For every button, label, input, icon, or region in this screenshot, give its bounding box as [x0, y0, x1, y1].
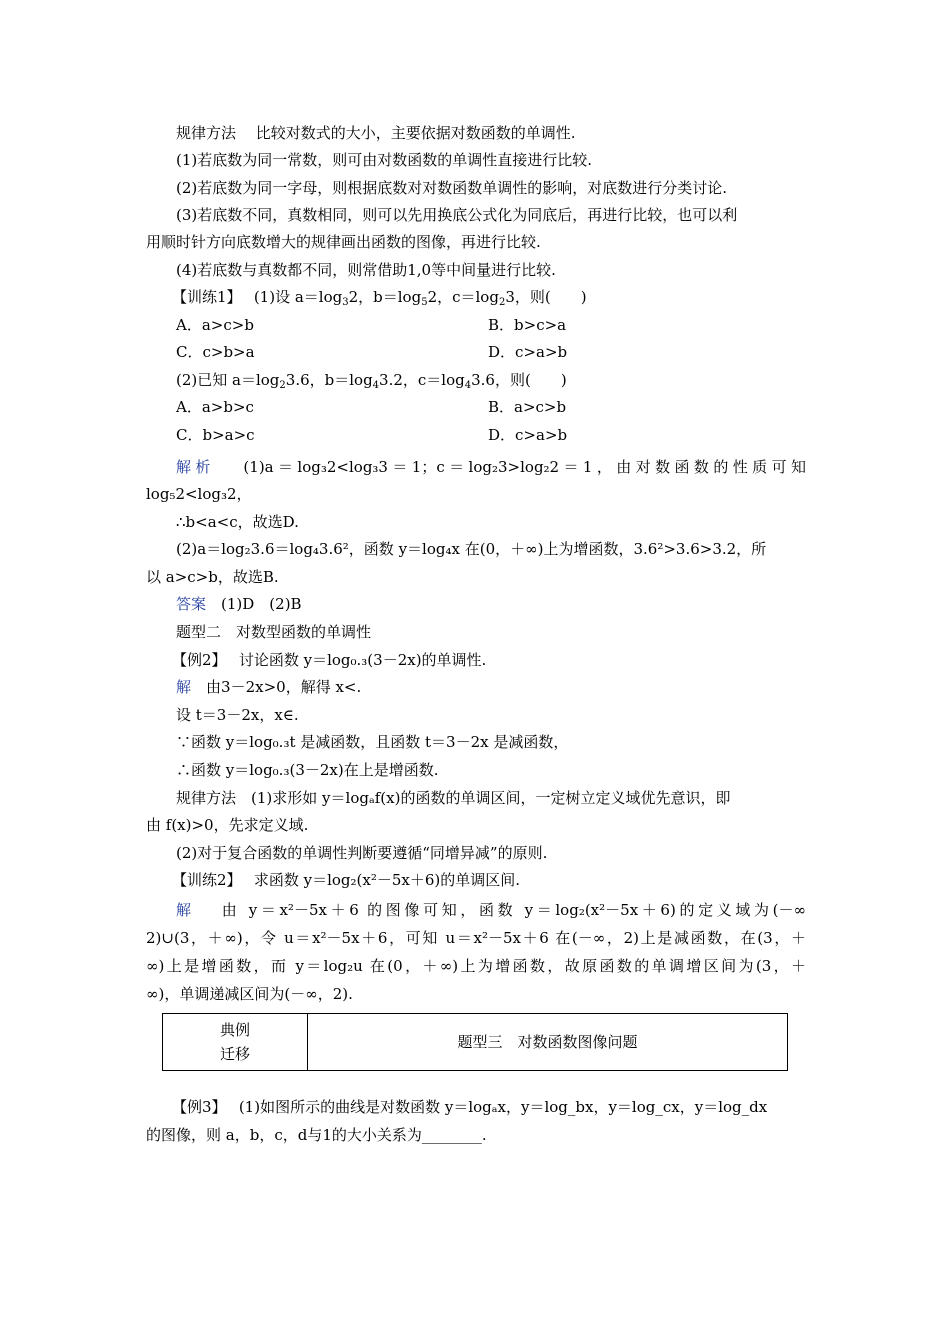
answer-label: 答案 [176, 595, 207, 613]
solution1-line5: 以 a>c>b，故选B. [146, 568, 279, 586]
training1-q2-options-row1 [176, 396, 836, 418]
box-left-cell: 典例 迁移 [163, 1014, 308, 1071]
log-base: 2 [279, 380, 286, 391]
option-b[interactable]: B．a>c>b [488, 398, 567, 416]
example3-line1: 【例3】 (1)如图所示的曲线是对数函数 y＝logₐx，y＝log_bx，y＝log_cx，y＝log_dx [172, 1098, 768, 1116]
type2-heading: 题型二 对数型函数的单调性 [176, 623, 372, 641]
example2-solution-line3: ∵函数 y＝log₀.₃t 是减函数，且函数 t＝3－2x 是减函数， [176, 733, 569, 751]
solution-label: 解 [176, 678, 192, 696]
training2-solution-line3: ∞)上是增函数，而 y＝log₂u 在(0，＋∞)上为增函数，故原函数的单调增区间为(3，＋ [146, 957, 806, 975]
training2-solution-line2: 2)∪(3，＋∞)，令 u＝x²－5x＋6，可知 u＝x²－5x＋6 在(－∞，2)上是减函数，在(3，＋ [146, 929, 806, 947]
log-base: 3 [342, 297, 349, 308]
option-c[interactable]: C．c>b>a [176, 343, 255, 361]
method2-line3: (2)对于复合函数的单调性判断要遵循“同增异减”的原则. [176, 844, 548, 862]
stem-text: 3.6，则( ) [471, 371, 567, 389]
method1-p2: (2)若底数为同一字母，则根据底数对对数函数单调性的影响，对底数进行分类讨论. [176, 179, 728, 197]
method1-p3-line1: (3)若底数不同，真数相同，则可以先用换底公式化为同底后，再进行比较，也可以利 [176, 206, 738, 224]
method1-p3-line2: 用顺时针方向底数增大的规律画出函数的图像，再进行比较. [146, 233, 541, 251]
solution-label: 解析 [176, 458, 215, 476]
solution1-line3: ∴b<a<c，故选D. [176, 513, 299, 531]
training1-q2: (2)已知 $a=\log_23.6$，$b=\log_43.2$，$c=\log_43.6$，则( ) [176, 371, 567, 391]
option-d[interactable]: D．c>a>b [488, 343, 568, 361]
method1-intro: 规律方法 比较对数式的大小，主要依据对数函数的单调性. [176, 124, 576, 142]
option-d[interactable]: D．c>a>b [488, 426, 568, 444]
method1-p1: (1)若底数为同一常数，则可由对数函数的单调性直接进行比较. [176, 151, 593, 169]
training2-solution-line1: 解 由 y＝x²－5x＋6 的图像可知，函数 y＝log₂(x²－5x＋6)的定义域为(－∞ [176, 901, 806, 919]
solution1-line2: log₅2<log₃2， [146, 485, 252, 503]
example2-solution-line2: 设 t＝3－2x，x∈. [176, 706, 299, 724]
option-a[interactable]: A．a>b>c [176, 398, 254, 416]
solution1-line1: 解析 (1)a＝log₃2<log₃3＝1；c＝log₂3>log₂2＝1，由对数函数的性质可知 [176, 458, 806, 476]
log-base: 4 [464, 380, 472, 391]
example3-label: 【例3】 [172, 1098, 220, 1116]
method-title: 规律方法 [176, 789, 237, 807]
example2-solution-line1: 解 由3－2x>0，解得 x<. [176, 678, 362, 696]
section-header-box [162, 1013, 788, 1071]
solution-label: 解 [176, 901, 195, 919]
stem-text: 2，b＝log [348, 288, 422, 306]
example2-label: 【例2】 [172, 651, 220, 669]
answer1: 答案 (1)D (2)B [176, 595, 302, 613]
stem-text: 设 a＝log [275, 288, 343, 306]
stem-text: 2，c＝log [427, 288, 499, 306]
training2: 【训练2】 求函数 y＝log₂(x²－5x＋6)的单调区间. [172, 871, 521, 889]
log-base: 4 [372, 380, 380, 391]
method1-p4: (4)若底数与真数都不同，则常借助1,0等中间量进行比较. [176, 261, 556, 279]
training1-q1-options-row2 [176, 341, 836, 363]
method-title: 规律方法 [176, 124, 237, 142]
log-base: 2 [498, 297, 506, 308]
example2-solution-line4: ∴函数 y＝log₀.₃(3－2x)在上是增函数. [176, 761, 439, 779]
training1-q1: 【训练1】 (1)设 $a=\log_32$，$b=\log_52$，$c=\log_23$，则( ) [172, 288, 587, 308]
option-c[interactable]: C．b>a>c [176, 426, 255, 444]
box-right-cell: 题型三 对数函数图像问题 [308, 1014, 788, 1071]
example3-line2: 的图像，则 a，b，c，d与1的大小关系为________. [146, 1126, 487, 1144]
method2-line2: 由 f(x)>0，先求定义域. [146, 816, 309, 834]
stem-text: 3，则( ) [505, 288, 587, 306]
training1-q2-options-row2 [176, 424, 836, 446]
option-b[interactable]: B．b>c>a [488, 316, 567, 334]
training1-label: 【训练1】 [172, 288, 235, 306]
stem-text: 3.6，b＝log [285, 371, 373, 389]
example2: 【例2】 讨论函数 y＝log₀.₃(3－2x)的单调性. [172, 651, 487, 669]
training1-q1-options-row1 [176, 314, 836, 336]
solution1-line4: (2)a＝log₂3.6＝log₄3.6²，函数 y＝log₄x 在(0，＋∞)上为增函数，3.6²>3.6>3.2，所 [176, 540, 767, 558]
training2-label: 【训练2】 [172, 871, 235, 889]
stem-text: 3.2，c＝log [379, 371, 465, 389]
option-a[interactable]: A．a>c>b [176, 316, 254, 334]
method2-line1: 规律方法 (1)求形如 y＝logₐf(x)的函数的单调区间，一定树立定义域优先意识，即 [176, 789, 731, 807]
training2-solution-line4: ∞)，单调递减区间为(－∞，2). [146, 985, 353, 1003]
log-base: 5 [421, 297, 428, 308]
stem-text: 已知 a＝log [197, 371, 280, 389]
